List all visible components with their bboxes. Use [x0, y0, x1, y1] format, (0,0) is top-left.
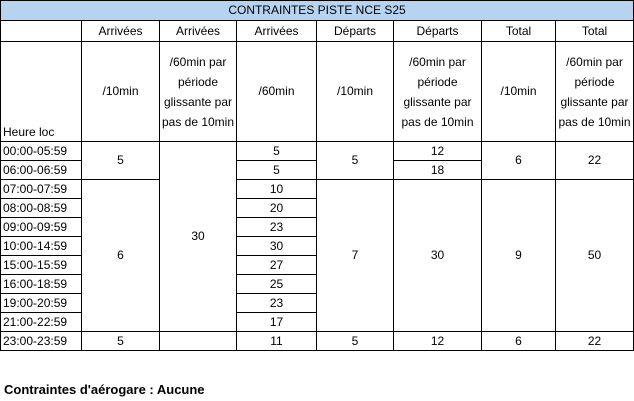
- header-arrivees-60min: Arrivées: [237, 21, 317, 42]
- header-arrivees-10min: Arrivées: [82, 21, 160, 42]
- header-departs-60min-glissante: Départs: [394, 21, 482, 42]
- table-title: CONTRAINTES PISTE NCE S25: [1, 1, 634, 21]
- time-slot-cell: 08:00-08:59: [1, 199, 82, 218]
- subheader-departs-10min: /10min: [317, 42, 394, 142]
- table-row: [1, 180, 634, 199]
- time-slot-cell: 23:00-23:59: [1, 332, 82, 351]
- total-10min-cell: 6: [482, 332, 556, 351]
- arr-10min-cell: 5: [82, 332, 160, 351]
- title-row: [1, 1, 634, 21]
- header-row-1: [1, 21, 634, 42]
- arr-60min-glissante-empty-cell: [160, 332, 237, 351]
- subheader-arrivees-10min: /10min: [82, 42, 160, 142]
- dep-60min-glissante-cell: 12: [394, 142, 482, 161]
- arr-60min-cell: 20: [237, 199, 317, 218]
- time-slot-cell: 06:00-06:59: [1, 161, 82, 180]
- subheader-total-10min: /10min: [482, 42, 556, 142]
- subheader-arrivees-60min: /60min: [237, 42, 317, 142]
- header-total-60min-glissante: Total: [556, 21, 634, 42]
- dep-10min-cell: 7: [317, 180, 394, 332]
- arr-60min-cell: 11: [237, 332, 317, 351]
- subheader-total-60min-glissante: /60min par période glissante par pas de 10min: [556, 42, 634, 142]
- header-total-10min: Total: [482, 21, 556, 42]
- dep-60min-glissante-cell: 18: [394, 161, 482, 180]
- total-60min-glissante-cell: 22: [556, 142, 634, 180]
- arr-60min-cell: 30: [237, 237, 317, 256]
- arr-60min-cell: 23: [237, 218, 317, 237]
- table-row: [1, 142, 634, 161]
- arr-60min-cell: 17: [237, 313, 317, 332]
- total-60min-glissante-cell: 22: [556, 332, 634, 351]
- header-arrivees-60min-glissante: Arrivées: [160, 21, 237, 42]
- subheader-arrivees-60min-glissante: /60min par période glissante par pas de 10min: [160, 42, 237, 142]
- arr-60min-cell: 25: [237, 275, 317, 294]
- time-slot-cell: 19:00-20:59: [1, 294, 82, 313]
- time-slot-cell: 21:00-22:59: [1, 313, 82, 332]
- arr-60min-glissante-cell: 30: [160, 142, 237, 332]
- time-slot-cell: 16:00-18:59: [1, 275, 82, 294]
- arr-60min-cell: 27: [237, 256, 317, 275]
- arr-60min-cell: 23: [237, 294, 317, 313]
- arr-60min-cell: 5: [237, 142, 317, 161]
- header-empty-cell: [1, 21, 82, 42]
- header-row-2: [1, 42, 634, 142]
- total-60min-glissante-cell: 50: [556, 180, 634, 332]
- terminal-constraints-note: Contraintes d'aérogare : Aucune: [4, 382, 205, 397]
- dep-10min-cell: 5: [317, 332, 394, 351]
- table-row: [1, 332, 634, 351]
- heure-loc-header: Heure loc: [1, 42, 82, 142]
- time-slot-cell: 00:00-05:59: [1, 142, 82, 161]
- time-slot-cell: 09:00-09:59: [1, 218, 82, 237]
- dep-60min-glissante-cell: 12: [394, 332, 482, 351]
- subheader-departs-60min-glissante: /60min par période glissante par pas de 10min: [394, 42, 482, 142]
- dep-60min-glissante-cell: 30: [394, 180, 482, 332]
- time-slot-cell: 15:00-15:59: [1, 256, 82, 275]
- arr-60min-cell: 5: [237, 161, 317, 180]
- arr-10min-cell: 5: [82, 142, 160, 180]
- dep-10min-cell: 5: [317, 142, 394, 180]
- arr-10min-cell: 6: [82, 180, 160, 332]
- total-10min-cell: 9: [482, 180, 556, 332]
- arr-60min-cell: 10: [237, 180, 317, 199]
- time-slot-cell: 07:00-07:59: [1, 180, 82, 199]
- time-slot-cell: 10:00-14:59: [1, 237, 82, 256]
- header-departs-10min: Départs: [317, 21, 394, 42]
- total-10min-cell: 6: [482, 142, 556, 180]
